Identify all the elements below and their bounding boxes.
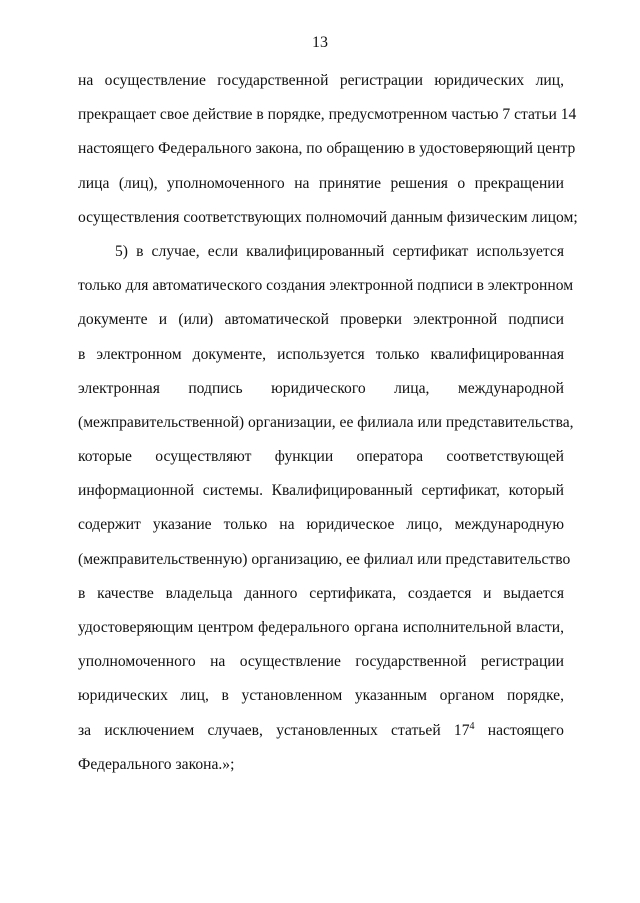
text-fragment: настоящего [487, 721, 564, 739]
text-line: уполномоченного на осуществление государственной регистрации [78, 653, 564, 671]
text-line: (межправительственной) организации, ее филиала или представительства, [78, 413, 574, 431]
text-line: настоящего Федерального закона, по обращению в удостоверяющий центр [78, 140, 576, 158]
text-line: электронная подпись юридического лица, международной [78, 379, 564, 397]
text-line: удостоверяющим центром федерального органа исполнительной власти, [78, 619, 564, 636]
text-line: прекращает свое действие в порядке, предусмотренном частью 7 статьи 14 [78, 106, 577, 124]
text-line: осуществления соответствующих полномочий данным физическим лицом; [78, 208, 578, 226]
document-body [78, 64, 578, 782]
text-line: на осуществление государственной регистрации юридических лиц, [78, 72, 564, 89]
text-line: документе и (или) автоматической проверки электронной подписи [78, 311, 564, 329]
text-line: информационной системы. Квалифицированный сертификат, который [78, 482, 564, 500]
text-line: (межправительственную) организацию, ее филиал или представительство [78, 550, 571, 568]
text-line: в электронном документе, используется только квалифицированная [78, 345, 564, 363]
text-line: которые осуществляют функции оператора соответствующей [78, 448, 564, 466]
text-line: лица (лиц), уполномоченного на принятие решения о прекращении [78, 174, 564, 192]
text-fragment: за исключением случаев, установленных статьей 17 [78, 721, 470, 739]
text-line: юридических лиц, в установленном указанным органом порядке, [78, 687, 564, 705]
text-line: 5) в случае, если квалифицированный сертификат используется [115, 242, 564, 260]
text-line: только для автоматического создания электронной подписи в электронном [78, 277, 574, 295]
text-line: содержит указание только на юридическое лицо, международную [78, 516, 564, 534]
text-line: Федерального закона.»; [78, 755, 235, 773]
paragraph-1 [78, 64, 578, 235]
page-number: 13 [312, 34, 328, 51]
text-line: в качестве владельца данного сертификата, создается и выдается [78, 584, 564, 602]
superscript: 4 [469, 720, 475, 732]
paragraph-2 [78, 235, 574, 782]
text-line-with-superscript [78, 714, 564, 748]
